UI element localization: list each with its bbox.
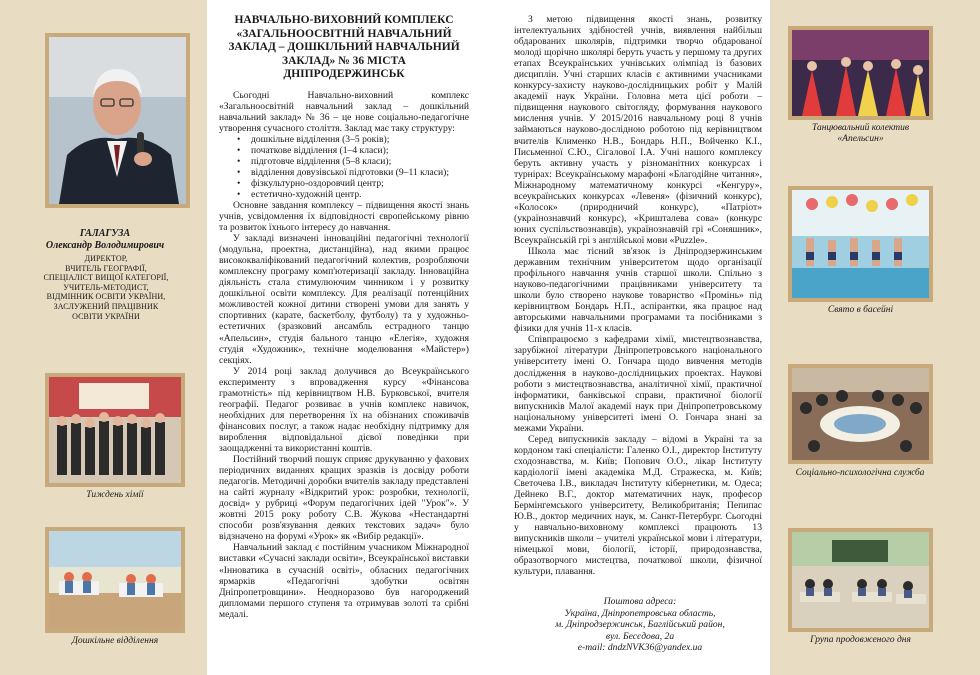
paragraph: Школа має тісний зв'язок із Дніпродзержинським державним технічним університетом щодо організації профільного навчання учнів старшої школи. Спільно з науково-педагогічними працівниками університету та школи було створено наукове товариство «Промінь» під керівництвом Бондарь Н.П., аспірантки, яка працює над авторськими навчальними програмами та посібниками з фізики для учнів 11-х класів. [514,245,762,335]
director-surname: ГАЛАГУЗА [79,228,131,239]
address-line: м. Дніпродзержинськ, Баглійський район, [555,619,725,631]
paragraph: У 2014 році заклад долучився до Всеукраїнського експерименту з впровадження курсу «Фінансова грамотність» під керівництвом Н.В. Бурковської, вчителя географії. Педагог розвиває в учнів комплекс навичок, необхідних для перетворення їх на обізнаних споживачів фінансових послуг, а також надає необхідну підтримку для вироблення відповідальної дієвої поведінки при заощадженні та використанні коштів. [219,365,469,454]
pool-photo [788,186,933,302]
paragraph: Співпрацюємо з кафедрами хімії, мистецтвознавства, зарубіжної літератури Дніпропетровського національного університету імені О. Гончара щодо вивчення методів дослідження в науково-дослідницьких проектах. Наукові роботи з мистецтвознавства, аналітичної хімії, практичної інформатики, банківської справи, практичної біології випускників Малої академії наук при Дніпропетровському національному університеті імені О. Гончара знані за межами України. [514,334,762,434]
text-column-2 [514,14,762,577]
list-item: • підготовче відділення (5–8 класи); [237,156,469,167]
extended-day-photo [788,528,933,632]
director-role-line: УЧИТЕЛЬ-МЕТОДИСТ, [63,282,149,292]
extended-day-caption: Група продовженого дня [810,635,911,645]
chemistry-week-caption: Тиждень хімії [86,490,144,500]
chemistry-week-photo [45,373,185,487]
list-item: • відділення довузівської підготовки (9–11 класи); [237,167,469,178]
preschool-caption: Дошкільне відділення [71,636,159,646]
structure-list [237,134,469,200]
list-item: • початкове відділення (1–4 класи); [237,145,469,156]
paragraph: З метою підвищення якості знань, розвитку інтелектуальних здібностей учнів, виявлення найбільш обдарованих школярів, підтримки творчо обдарованої молоді щорічно школярі беруть участь у першому та других етапах Всеукраїнських учнівських олімпіад із базових дисциплін. Учні старших класів є активними учасниками конкурсу-захисту науково-дослідницьких робіт у Малій академії наук України. Головна мета цієї роботи – підвищення наукового світогляду, формування наукового мислення учнів. У 2015/2016 навчальному році 8 учнів займаються науково-дослідною роботою під керівництвом вчителів Клименко Н.В., Бондарь Н.П., Войченко К.І., Письменної С.Ю., Сігалової І.А. Учні нашого комплексу беруть активну участь у різноманітних конкурсах і турнірах: Всеукраїнському марафоні «Благодійне читання», Міжнародному математичному конкурсі «Кенгуру», всеукраїнських конкурсах «Левеня» (фізичний конкурс), «Колосок» (природничий конкурс), «Патріот» (українознавчий конкурс), «Кришталева сова» (конкурс юних суспільствознавців), українознавчій грі «Соняшник», Всеукраїнській грі з англійської мови «Puzzle». [514,14,762,246]
psych-service-caption: Соціально-психологічна служба [795,468,925,478]
director-name [10,228,200,252]
address-line: Україна, Дніпропетровська область, [564,607,716,619]
director-roles [14,254,198,321]
dance-caption-line: «Апельсин» [837,134,884,144]
paragraph: Основне завдання комплексу – підвищення якості знань учнів, усвідомлення їх відповідності європейському рівню та розвиток їхнього інтересу до навчання. [219,199,469,234]
director-role-line: ДИРЕКТОР, [84,254,128,263]
director-role-line: ЗАСЛУЖЕНИЙ ПРАЦІВНИК [53,301,159,311]
dance-caption-line: Танцювальний колектив [812,123,909,133]
paragraph: Сьогодні Навчально-виховний комплекс «Загальноосвітній навчальний заклад – дошкільний навчальний заклад» № 36 – це нове соціально-педагогічне утворення сучасного століття. Заклад має таку структуру: [219,89,469,134]
address-email: e-mail: dndzNVK36@yandex.ua [577,642,703,654]
dance-caption [788,123,933,145]
paragraph: Постійний творчий пошук сприяє друкуванню у фахових періодичних виданнях кращих зразків із досвіду роботи педагогів. Методичні доробки вчителів закладу представлені на сайті журналу «Відкритий урок: розробки, технології, досвід» у рубриці «Форум педагогічних ідей "Урок"». У жовтні 2015 року роботу С.В. Жукова «Нестандартні способи розв'язування деяких текстових задач» було відзначено на форумі «Урок» як «Вибір редакції». [219,454,469,543]
director-fullname: Олександр Володимирович [45,240,165,251]
psych-service-photo [788,364,933,464]
list-item: • естетично-художній центр. [237,189,469,200]
address-title: Поштова адреса: [603,596,677,607]
text-column-1 [219,14,469,620]
preschool-photo [45,527,185,633]
dance-photo [788,26,933,120]
director-role-line: ОСВІТИ УКРАЇНИ [72,311,140,321]
paragraph: У закладі визначені інноваційні педагогічні технології (модульна, проектна, дистанційна), над якими працює висококваліфікований педагогічний колектив, розробляючи комплексну програму комп'ютеризації закладу. Інноваційна діяльність стала стимулюючим чинником і у розвитку дошкільної освіти комплексу. Для реалізації потенційних можливостей кожної дитини створені умови для занять у спортивних (карате, баскетболу, футболу) та у художньо-естетичних (зразковий ансамбль естрадного танцю «Апельсин», студія бального танцю «Елегія», художня студія «Художник», технічне моделювання «Майстер») секціях. [219,233,469,366]
director-role-line: СПЕЦІАЛІСТ ВИЩОЇ КАТЕГОРІЇ, [43,273,169,283]
list-item: • дошкільне відділення (3–5 років); [237,134,469,145]
page-title: НАВЧАЛЬНО-ВИХОВНИЙ КОМПЛЕКС «ЗАГАЛЬНООСВІТНІЙ НАВЧАЛЬНИЙ ЗАКЛАД – ДОШКІЛЬНИЙ НАВЧАЛЬНИЙ ЗАКЛАД» № 36 МІСТА ДНІПРОДЕРЖИНСЬК [228,14,460,80]
list-item: • фізкультурно-оздоровчий центр; [237,178,469,189]
director-portrait [45,33,190,208]
postal-address [520,596,760,654]
director-role-line: ВІДМІННИК ОСВІТИ УКРАЇНИ, [46,292,166,302]
paragraph: Навчальний заклад є постійним учасником Міжнародної виставки «Сучасні заклади освіти», Всеукраїнської виставки «Інноватика в сучасній освіті», обласних педагогічних ярмарків «Педагогічні здобутки освітян Дніпропетровщини». Неодноразово був нагороджений дипломами першого ступеня та отримував золоті та срібні медалі. [219,542,469,620]
director-role-line: ВЧИТЕЛЬ ГЕОГРАФІЇ, [65,263,147,273]
pool-caption: Свято в басейні [827,305,894,315]
address-line: вул. Бесєдова, 2а [605,630,675,642]
paragraph: Серед випускників закладу – відомі в Україні та за кордоном такі спеціалісти: Галенко О.І., директор Інституту сходознавства, м. Київ; Попович О.О., лікар Інституту кардіології імені академіка М.Д. Стражеска, м. Київ; Светочева І.В., викладач Інституту кібернетики, м. Одеса; Дейнеко В.Г., доктор математичних наук, професор Бермінгемського університету, Великобританія; Пепипас Ю.В., доктор медичних наук, м. Санкт-Петербург. Сьогодні у навчально-виховному комплексі працюють 13 випускників школи – учителі української мови і літератури, німецької мови, біології, історії, природознавства, образотворчого мистецтва, початкової школи, фізичної культури, плавання. [514,433,762,578]
